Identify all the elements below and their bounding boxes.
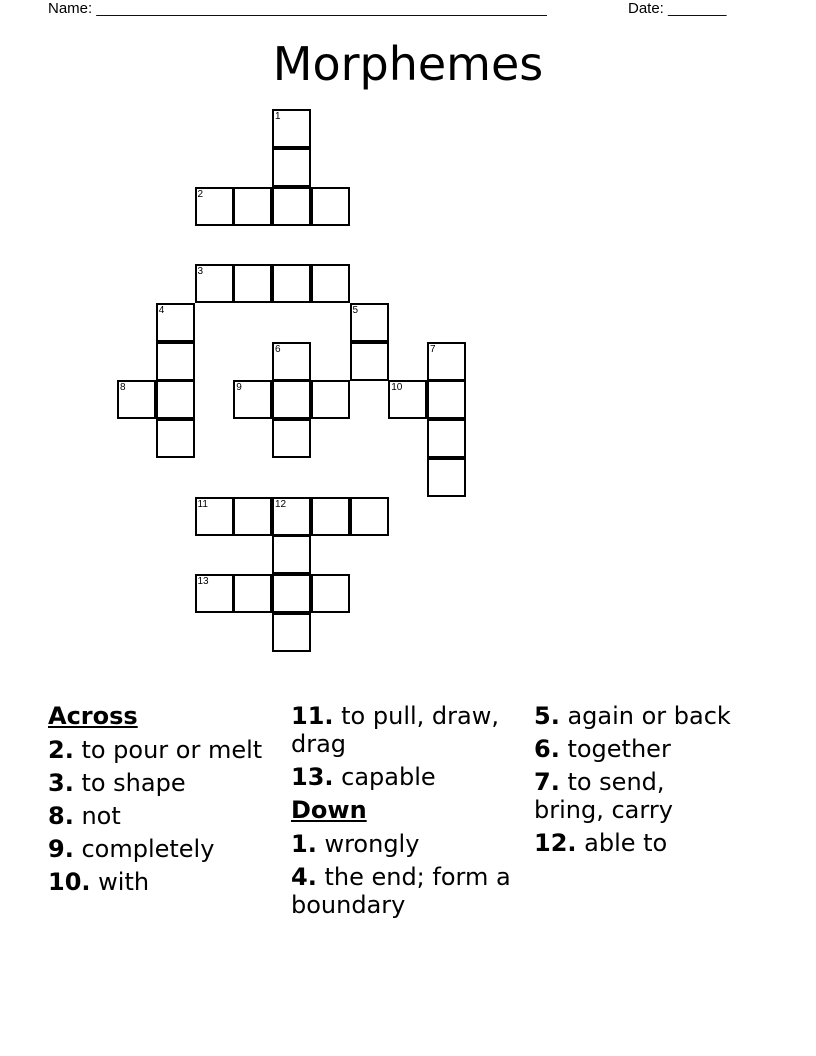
clue-item [534,768,734,824]
clue-item-number: 5. [534,702,560,730]
clue-item-number: 1. [291,830,317,858]
clue-item-text: the end; form a boundary [291,863,511,919]
clue-item-number: 13. [291,763,334,791]
grid-cell[interactable] [156,342,195,381]
grid-cell[interactable] [233,497,272,536]
grid-cell[interactable] [195,497,234,536]
clue-item [48,769,278,797]
clue-item-text: with [90,868,150,896]
grid-cell[interactable] [272,497,311,536]
clue-item-number: 7. [534,768,560,796]
clue-number: 8 [120,382,126,394]
grid-cell[interactable] [427,342,466,381]
grid-cell[interactable] [195,264,234,303]
clue-number: 11 [197,498,208,510]
grid-cell[interactable] [195,574,234,613]
grid-cell[interactable] [233,264,272,303]
grid-cell[interactable] [272,109,311,148]
grid-cell[interactable] [233,187,272,226]
grid-cell[interactable] [272,535,311,574]
clue-number: 4 [158,304,165,316]
grid-cell[interactable] [233,574,272,613]
grid-cell[interactable] [195,187,234,226]
grid-cell[interactable] [272,148,311,187]
clue-item-text: again or back [559,702,731,730]
across-heading: Across [48,702,138,730]
clue-number: 12 [275,498,287,510]
clue-item [291,702,521,758]
clue-item-text: together [559,735,671,763]
clue-number: 7 [430,343,436,355]
grid-cell[interactable] [311,574,350,613]
clue-item-text: not [73,802,121,830]
clue-item-number: 9. [48,835,74,863]
grid-cell[interactable] [117,380,156,419]
clue-item-number: 4. [291,863,317,891]
grid-cell[interactable] [233,380,272,419]
clue-item [48,835,278,863]
clue-item-text: wrongly [316,830,420,858]
clue-item-number: 12. [534,829,577,857]
date-field-label: Date: _______ [628,0,727,17]
clue-item [291,763,521,791]
clue-item [534,702,734,730]
clue-item [48,868,278,896]
clue-item-text: to shape [73,769,186,797]
grid-cell[interactable] [311,264,350,303]
grid-cell[interactable] [272,613,311,652]
clue-number: 3 [197,266,204,277]
clue-item [291,830,521,858]
clue-column-1 [48,702,278,901]
grid-cell[interactable] [388,380,427,419]
clue-number: 10 [391,382,403,394]
clue-item-number: 2. [48,736,74,764]
header [48,0,748,20]
clue-column-2 [291,702,521,924]
grid-cell[interactable] [272,342,311,381]
grid-cell[interactable] [311,380,350,419]
grid-cell[interactable] [427,380,466,419]
clue-item-number: 8. [48,802,74,830]
clue-item [291,863,521,919]
clue-item-number: 10. [48,868,91,896]
clue-number: 6 [275,343,281,355]
grid-cell[interactable] [350,303,389,342]
grid-cell[interactable] [156,419,195,458]
clue-item-text: completely [73,835,215,863]
grid-cell[interactable] [350,497,389,536]
name-field-label: Name: ______________________________________________________ [48,0,547,17]
clue-number: 1 [275,111,281,122]
clue-item [48,802,278,830]
clue-item-number: 3. [48,769,74,797]
grid-cell[interactable] [272,380,311,419]
puzzle-title: Morphemes [272,37,544,91]
clue-number: 2 [197,188,204,200]
clue-item-text: capable [333,763,436,791]
clue-item-number: 6. [534,735,560,763]
grid-cell[interactable] [272,574,311,613]
grid-cell[interactable] [427,419,466,458]
grid-cell[interactable] [272,264,311,303]
clue-item-text: to send, bring, carry [534,768,673,824]
clue-item-number: 11. [291,702,334,730]
grid-cell[interactable] [272,187,311,226]
grid-cell[interactable] [311,187,350,226]
clue-number: 13 [197,576,209,587]
down-heading: Down [291,796,367,824]
clue-item-text: to pull, draw, drag [291,702,499,758]
clue-item [534,829,734,857]
clue-column-3 [534,702,734,862]
clue-number: 9 [236,382,242,394]
grid-cell[interactable] [156,303,195,342]
grid-cell[interactable] [272,419,311,458]
grid-cell[interactable] [427,458,466,497]
clue-item [48,736,278,764]
clue-item-text: able to [576,829,668,857]
clue-item-text: to pour or melt [73,736,263,764]
clue-item [534,735,734,763]
grid-cell[interactable] [311,497,350,536]
grid-cell[interactable] [350,342,389,381]
clue-number: 5 [352,304,359,316]
grid-cell[interactable] [156,380,195,419]
